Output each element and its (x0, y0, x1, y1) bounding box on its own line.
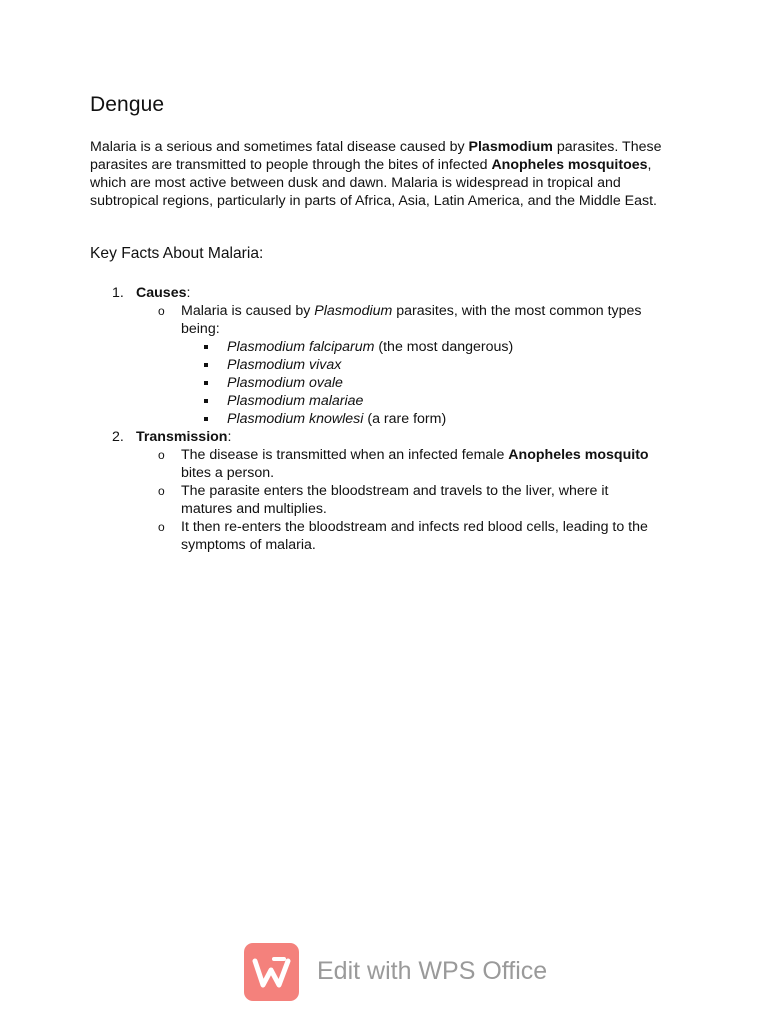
wps-watermark-text: Edit with WPS Office (317, 957, 548, 985)
list-item-continuation (0, 464, 768, 482)
list-item-text: matures and multiplies. (181, 501, 327, 517)
wps-watermark[interactable] (244, 943, 554, 1003)
list-item (0, 446, 768, 464)
list-item (0, 482, 768, 500)
list-item-text (181, 446, 649, 464)
species-note: (the most dangerous) (374, 339, 514, 355)
causes-label: Causes (136, 285, 187, 301)
list-number: 1. (112, 285, 124, 301)
species-text (227, 356, 341, 374)
species-name: Plasmodium vivax (227, 357, 342, 373)
species-item (0, 374, 768, 392)
species-item (0, 356, 768, 374)
causes-text: parasites, with the most common types (392, 303, 642, 319)
circle-bullet-icon: o (158, 520, 165, 534)
species-text (227, 338, 513, 356)
intro-bold-plasmodium: Plasmodium (468, 139, 553, 155)
list-item-continuation (0, 500, 768, 518)
species-item (0, 392, 768, 410)
list-item-continuation (0, 320, 768, 338)
species-note: (a rare form) (363, 411, 447, 427)
transmission-bold: Anopheles mosquito (508, 447, 649, 463)
circle-bullet-icon: o (158, 304, 165, 318)
transmission-label: Transmission (136, 429, 228, 445)
species-name: Plasmodium ovale (227, 375, 343, 391)
species-text (227, 374, 343, 392)
list-number: 2. (112, 429, 124, 445)
list-item-text: It then re-enters the bloodstream and infects red blood cells, leading to the (181, 519, 648, 535)
square-bullet-icon (204, 345, 208, 349)
intro-paragraph (90, 138, 690, 210)
intro-text-2: parasites. These parasites are transmitted to people through the bites of infected (90, 139, 662, 173)
list-item-label (136, 428, 231, 446)
species-name: Plasmodium malariae (227, 393, 364, 409)
transmission-text: The disease is transmitted when an infected female (181, 447, 509, 463)
circle-bullet-icon: o (158, 448, 165, 462)
circle-bullet-icon: o (158, 484, 165, 498)
list-item (0, 518, 768, 536)
transmission-colon: : (227, 429, 232, 445)
species-item (0, 410, 768, 428)
species-name: Plasmodium falciparum (227, 339, 375, 355)
intro-text-1: Malaria is a serious and sometimes fatal disease caused by (90, 139, 469, 155)
species-item (0, 338, 768, 356)
list-item-text: The parasite enters the bloodstream and travels to the liver, where it (181, 483, 609, 499)
key-facts-heading: Key Facts About Malaria: (90, 245, 264, 262)
list-item (0, 284, 768, 302)
square-bullet-icon (204, 363, 208, 367)
square-bullet-icon (204, 417, 208, 421)
wps-logo-icon (244, 943, 299, 1001)
causes-colon: : (186, 285, 191, 301)
list-item-text: being: (181, 321, 220, 337)
list-item (0, 428, 768, 446)
intro-text-3: , which are most active between dusk and dawn. Malaria is widespread in tropical and subtropical regions, particularly in parts of Africa, Asia, Latin America, and the Middle East. (90, 157, 657, 209)
square-bullet-icon (204, 399, 208, 403)
list-item-text: bites a person. (181, 465, 275, 481)
list-item-continuation (0, 536, 768, 554)
species-text (227, 410, 446, 428)
list-item-text (181, 302, 642, 320)
species-text (227, 392, 363, 410)
document-title: Dengue (90, 93, 165, 116)
list-item (0, 302, 768, 320)
square-bullet-icon (204, 381, 208, 385)
species-name: Plasmodium knowlesi (227, 411, 364, 427)
list-item-text: symptoms of malaria. (181, 537, 316, 553)
intro-bold-anopheles: Anopheles mosquitoes (491, 157, 648, 173)
causes-text: Malaria is caused by (181, 303, 315, 319)
list-item-label (136, 284, 190, 302)
causes-italic: Plasmodium (314, 303, 393, 319)
